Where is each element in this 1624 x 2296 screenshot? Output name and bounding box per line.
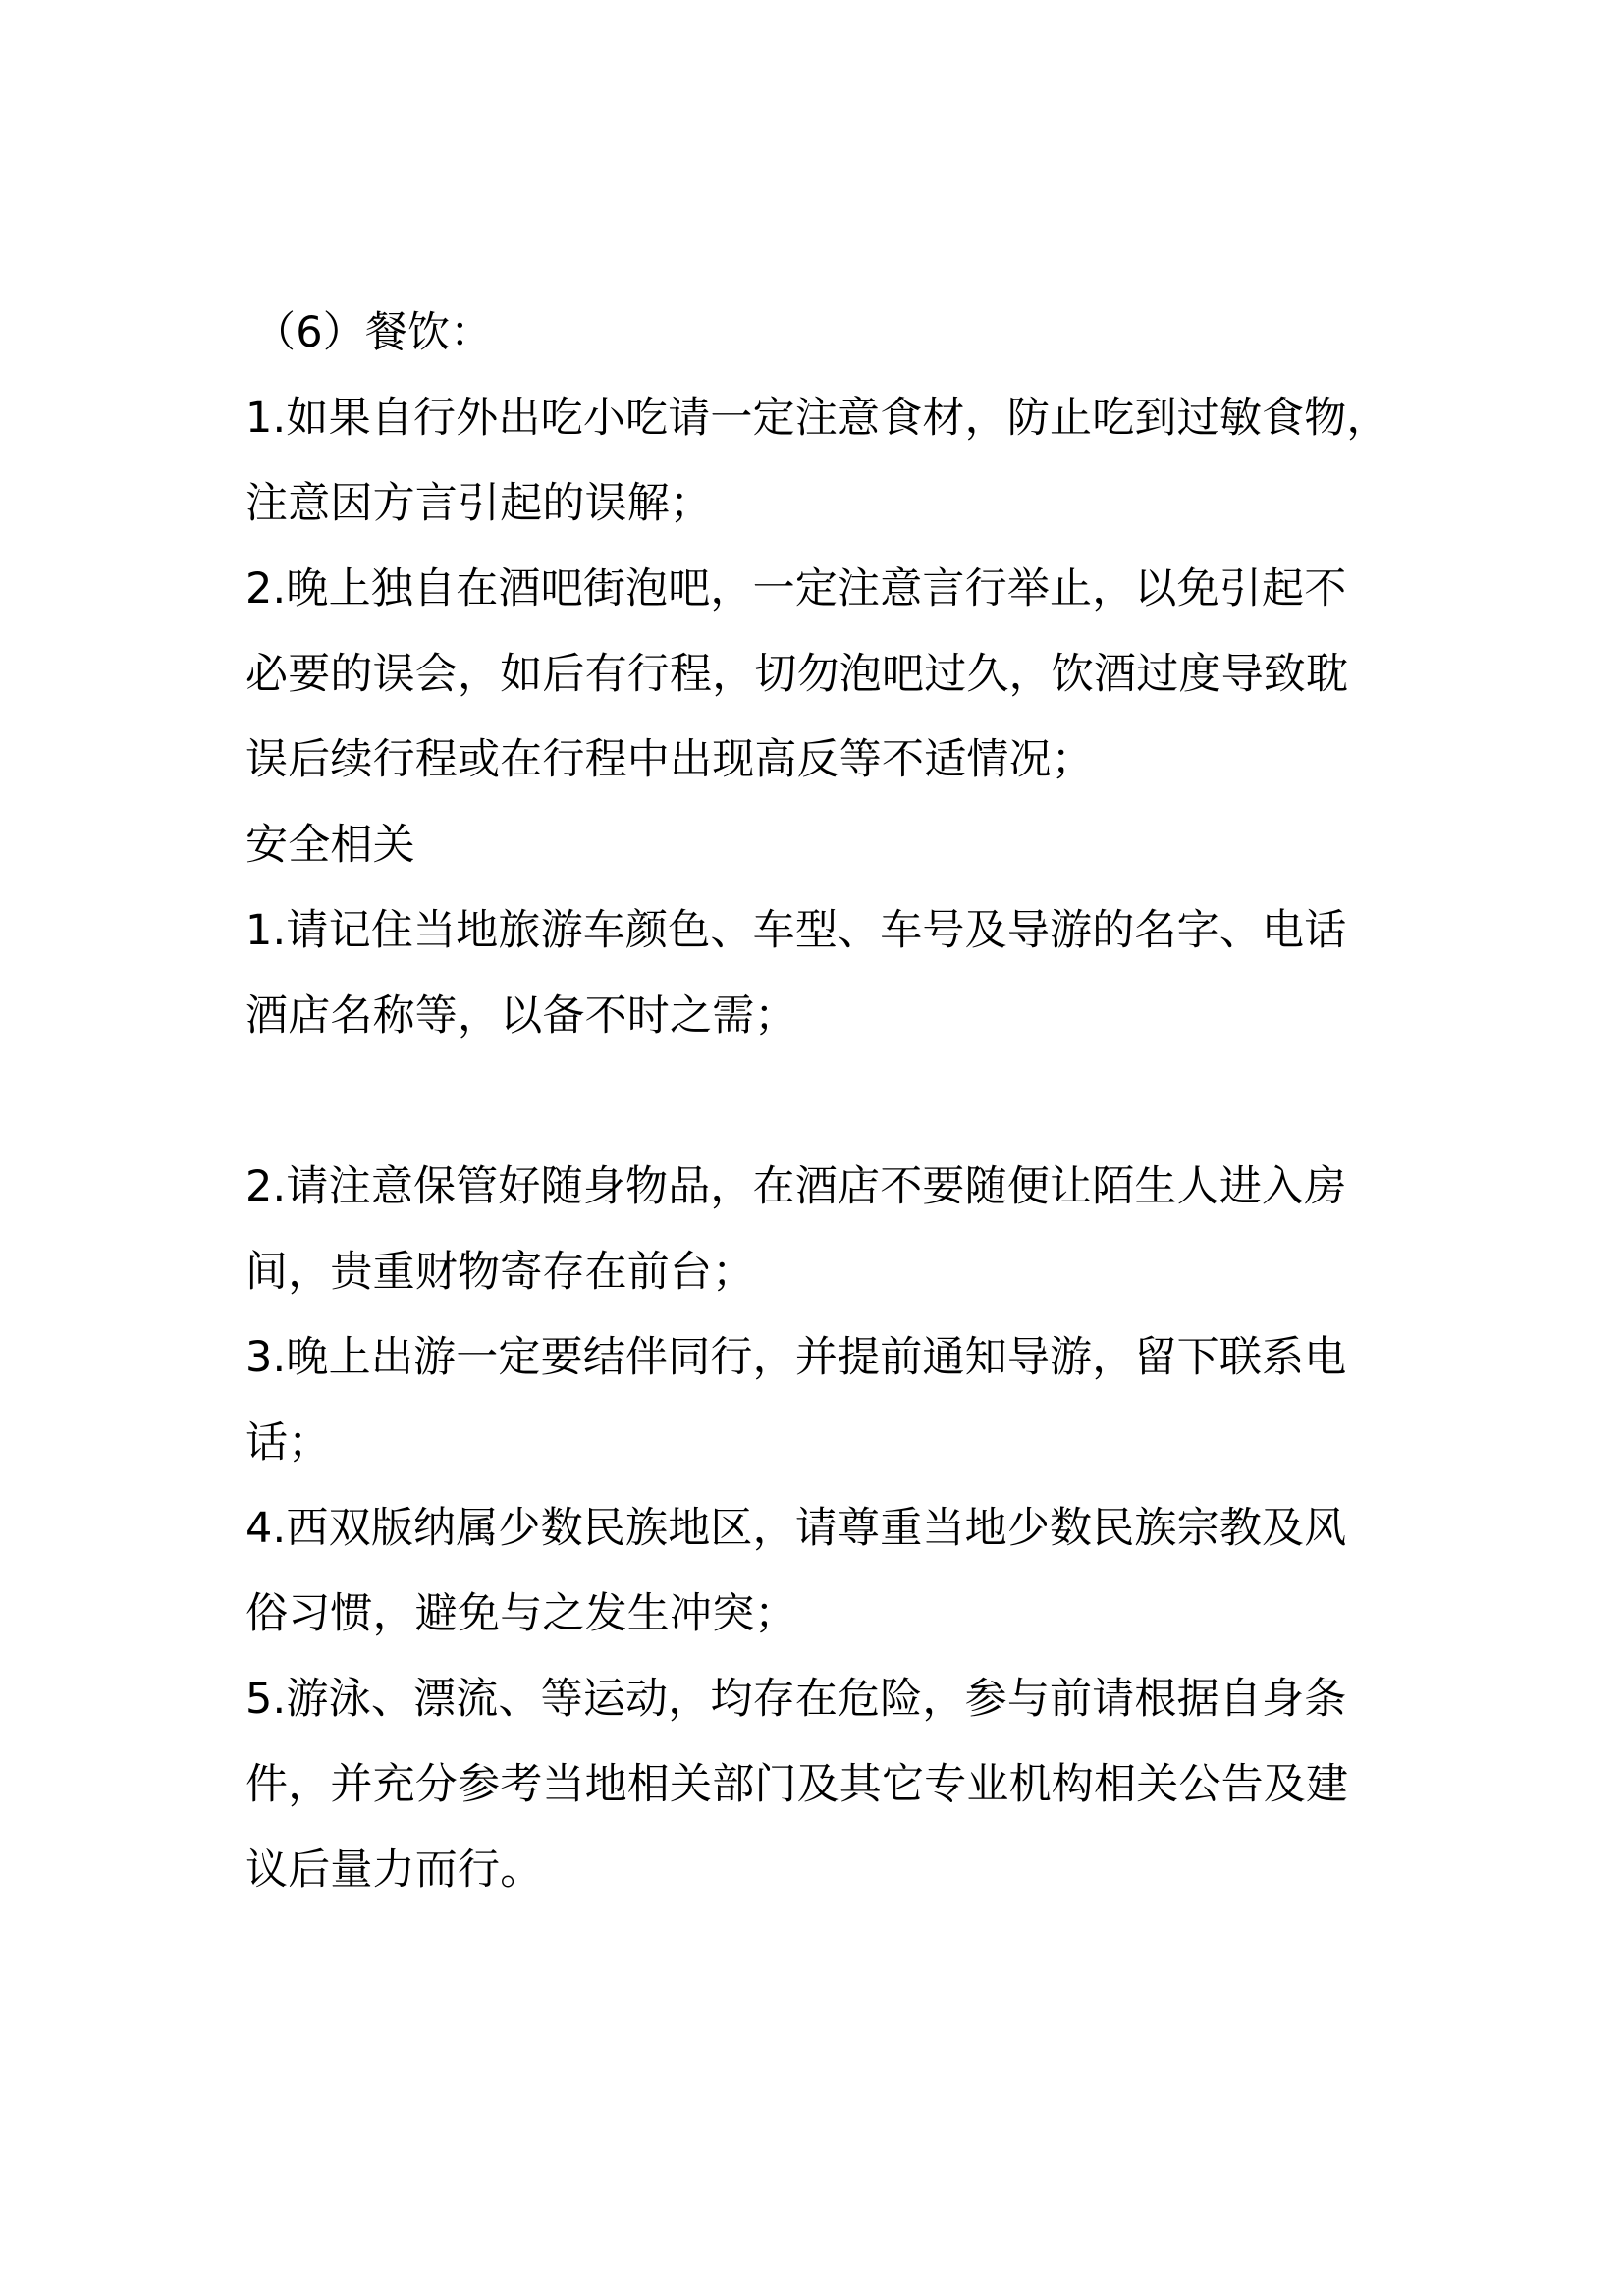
dining-item-1	[245, 376, 1404, 547]
safety-item-1	[245, 888, 1404, 1059]
section-title-dining: （6）餐饮：	[253, 308, 493, 357]
paragraph-line: 必要的误会，如后有行程，切勿泡吧过久，饮酒过度导致耽	[245, 650, 1349, 699]
paragraph-line: 2.请注意保管好随身物品，在酒店不要随便让陌生人进入房	[245, 1162, 1347, 1211]
paragraph-line: 俗习惯，避免与之发生冲突；	[245, 1589, 797, 1638]
paragraph-line: 1.请记住当地旅游车颜色、车型、车号及导游的名字、电话	[245, 906, 1347, 955]
safety-item-4	[245, 1486, 1404, 1657]
section-title-safety: 安全相关	[245, 821, 415, 870]
dining-item-2	[245, 547, 1404, 803]
paragraph-line: 件，并充分参考当地相关部门及其它专业机构相关公告及建	[245, 1760, 1349, 1809]
blank-line	[245, 1059, 1404, 1145]
safety-item-2	[245, 1145, 1404, 1315]
paragraph-line: 误后续行程或在行程中出现高反等不适情况；	[245, 735, 1094, 784]
paragraph-line: 3.晚上出游一定要结伴同行，并提前通知导游，留下联系电	[245, 1333, 1347, 1382]
safety-item-3	[245, 1315, 1404, 1486]
paragraph-line: 酒店名称等，以备不时之需；	[245, 991, 797, 1041]
paragraph-line: 间，贵重财物寄存在前台；	[245, 1248, 755, 1297]
safety-item-5	[245, 1657, 1404, 1913]
paragraph-line: 注意因方言引起的误解；	[245, 479, 713, 528]
document-content	[245, 291, 1404, 1913]
paragraph-line: 议后量力而行。	[245, 1845, 543, 1895]
paragraph-line: 话；	[245, 1418, 331, 1468]
paragraph-line: 4.西双版纳属少数民族地区，请尊重当地少数民族宗教及风	[245, 1504, 1347, 1553]
paragraph-line: 5.游泳、漂流、等运动，均存在危险，参与前请根据自身条	[245, 1675, 1347, 1724]
paragraph-line: 1.如果自行外出吃小吃请一定注意食材，防止吃到过敏食物，	[245, 394, 1389, 443]
paragraph-line: 2.晚上独自在酒吧街泡吧，一定注意言行举止，以免引起不	[245, 564, 1347, 614]
